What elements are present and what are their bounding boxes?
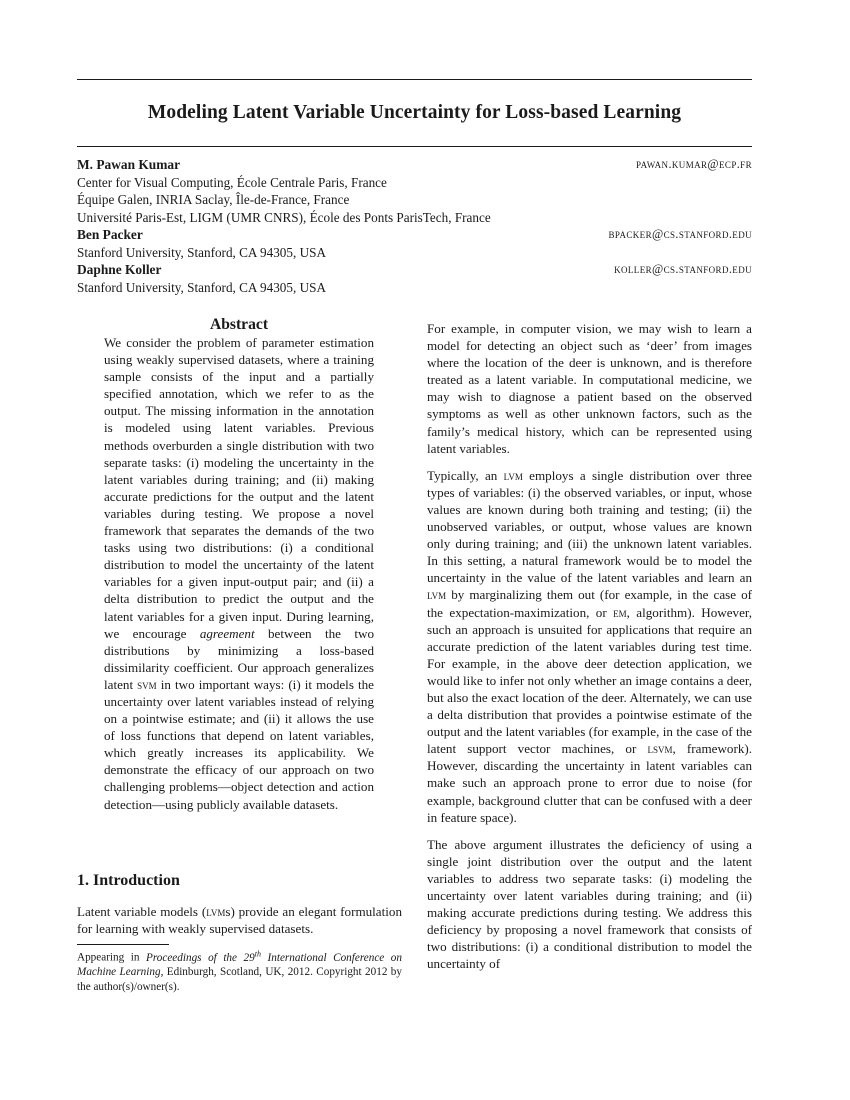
- paragraph-text: , framework). However, discarding the uncertainty in latent variables can make such an approach prone to error due to noise (for example, background clutter that can be confused with a deer in feature space).: [427, 741, 752, 825]
- intro-text: s) provide an elegant formulation for learning with weakly supervised datasets.: [77, 904, 402, 937]
- abbrev: lvm: [503, 467, 523, 483]
- author-name: Ben Packer: [77, 227, 143, 242]
- affiliation: Center for Visual Computing, École Centrale Paris, France: [77, 174, 387, 190]
- affiliation: Stanford University, Stanford, CA 94305, USA: [77, 244, 326, 260]
- abbrev: lsvm: [647, 741, 673, 757]
- abbrev: lvm: [206, 904, 226, 919]
- abstract-body: [104, 334, 374, 813]
- footnote-superscript: th: [254, 949, 261, 958]
- abbrev: lvm: [427, 587, 447, 603]
- affiliation: Équipe Galen, INRIA Saclay, Île-de-France, France: [77, 192, 350, 207]
- paragraph-text: Typically, an: [427, 467, 504, 483]
- footnote-text: , Edinburgh, Scotland, UK, 2012. Copyright 2012 by the author(s)/owner(s).: [77, 966, 402, 993]
- author-email[interactable]: bpacker@cs.stanford.edu: [608, 227, 752, 241]
- abstract-text: between the two distributions by minimizing a loss-based dissimilarity coefficient. Our approach generalizes latent: [104, 625, 374, 692]
- footnote-venue: Proceedings of the 29: [146, 951, 255, 964]
- author-block: [77, 156, 752, 296]
- footnote-venue: International Conference on Machine Learning: [77, 951, 402, 979]
- author-name: Daphne Koller: [77, 262, 162, 277]
- author-line: [77, 226, 752, 244]
- intro-text: Latent variable models (: [77, 904, 207, 919]
- paragraph-text: , algorithm). However, such an approach is unsuited for applications that require an accurate prediction of the latent variables during test time. For example, in the above deer detection application, we would like to infer not only whether an image contains a deer, but also the exact location of the deer. Alternately, we can use a delta distribution that provides a pointwise estimate of the output and the latent variables (for example, in the case of the latent support vector machines, or: [427, 604, 753, 757]
- paragraph-text: employs a single distribution over three types of variables: (i) the observed variables, or input, whose values are known during both training and testing; (ii) the unobserved variables, or output, whose values are known only during training; and (iii) the unknown latent variables. In this setting, a natural framework would be to model the uncertainty in the value of the latent variables and learn an: [427, 467, 752, 586]
- intro-paragraph: [77, 903, 402, 937]
- affiliation: Université Paris-Est, LIGM (UMR CNRS), École des Ponts ParisTech, France: [77, 209, 491, 225]
- abbrev: em: [613, 604, 627, 620]
- author-email[interactable]: koller@cs.stanford.edu: [614, 262, 752, 276]
- author-name: M. Pawan Kumar: [77, 157, 181, 172]
- paragraph: For example, in computer vision, we may wish to learn a model for detecting an object such as ‘deer’ from images where the location of the deer is unknown, and is therefore treated as a latent variable. In computational medicine, we may wish to diagnose a patient based on the observed symptoms as well as other unknown factors, such as the family’s medical history, which can be represented using latent variables.: [427, 321, 752, 456]
- abstract-text: We consider the problem of parameter estimation using weakly supervised datasets, where a training sample consists of the input and a partially specified annotation, which we refer to as the output. The missing information in the annotation is modeled using latent variables. Previous methods overburden a single distribution with two separate tasks: (i) modeling the uncertainty in the latent variables during training; and (ii) making accurate predictions for the output and the latent variables during testing. We propose a novel framework that separates the demands of the two tasks using two distributions: (i) a conditional distribution to model the uncertainty of the latent variables for a given input-output pair; and (ii) a delta distribution to predict the output and the latent variables for a given input. During learning, we encourage: [104, 335, 374, 641]
- section-heading: 1. Introduction: [77, 872, 180, 889]
- abbrev: svm: [137, 676, 157, 692]
- abstract-text: in two important ways: (i) it models the uncertainty over latent variables instead of relying on a pointwise estimate; and (ii) it allows the use of loss functions that depend on latent variables, which greatly increases its applicability. We demonstrate the efficacy of our approach on two challenging problems—object detection and action detection—using publicly available datasets.: [104, 676, 374, 812]
- affiliation: Stanford University, Stanford, CA 94305, USA: [77, 279, 326, 295]
- footnote: [77, 947, 402, 995]
- abstract-heading: Abstract: [209, 316, 269, 333]
- top-rule: [77, 79, 752, 80]
- right-column: [427, 320, 752, 972]
- paragraph: The above argument illustrates the deficiency of using a single joint distribution over the output and the latent variables to address two separate tasks: (i) modeling the uncertainty over latent variables during training; and (ii) making accurate predictions during testing. We address this deficiency by proposing a novel framework that consists of two distributions: (i) a conditional distribution to model the uncertainty of: [427, 836, 752, 972]
- author-line: [77, 156, 752, 174]
- footnote-rule: [77, 944, 169, 945]
- author-email[interactable]: pawan.kumar@ecp.fr: [636, 157, 752, 171]
- title-bottom-rule: [77, 146, 752, 147]
- paper-title: Modeling Latent Variable Uncertainty for Loss-based Learning: [147, 102, 682, 123]
- paragraph: [427, 467, 752, 826]
- footnote-text: Appearing in: [77, 951, 147, 964]
- author-line: [77, 261, 752, 279]
- abstract-emphasis: agreement: [199, 625, 255, 641]
- paragraph-text: by marginalizing them out (for example, in the case of the expectation-maximization, or: [427, 587, 752, 620]
